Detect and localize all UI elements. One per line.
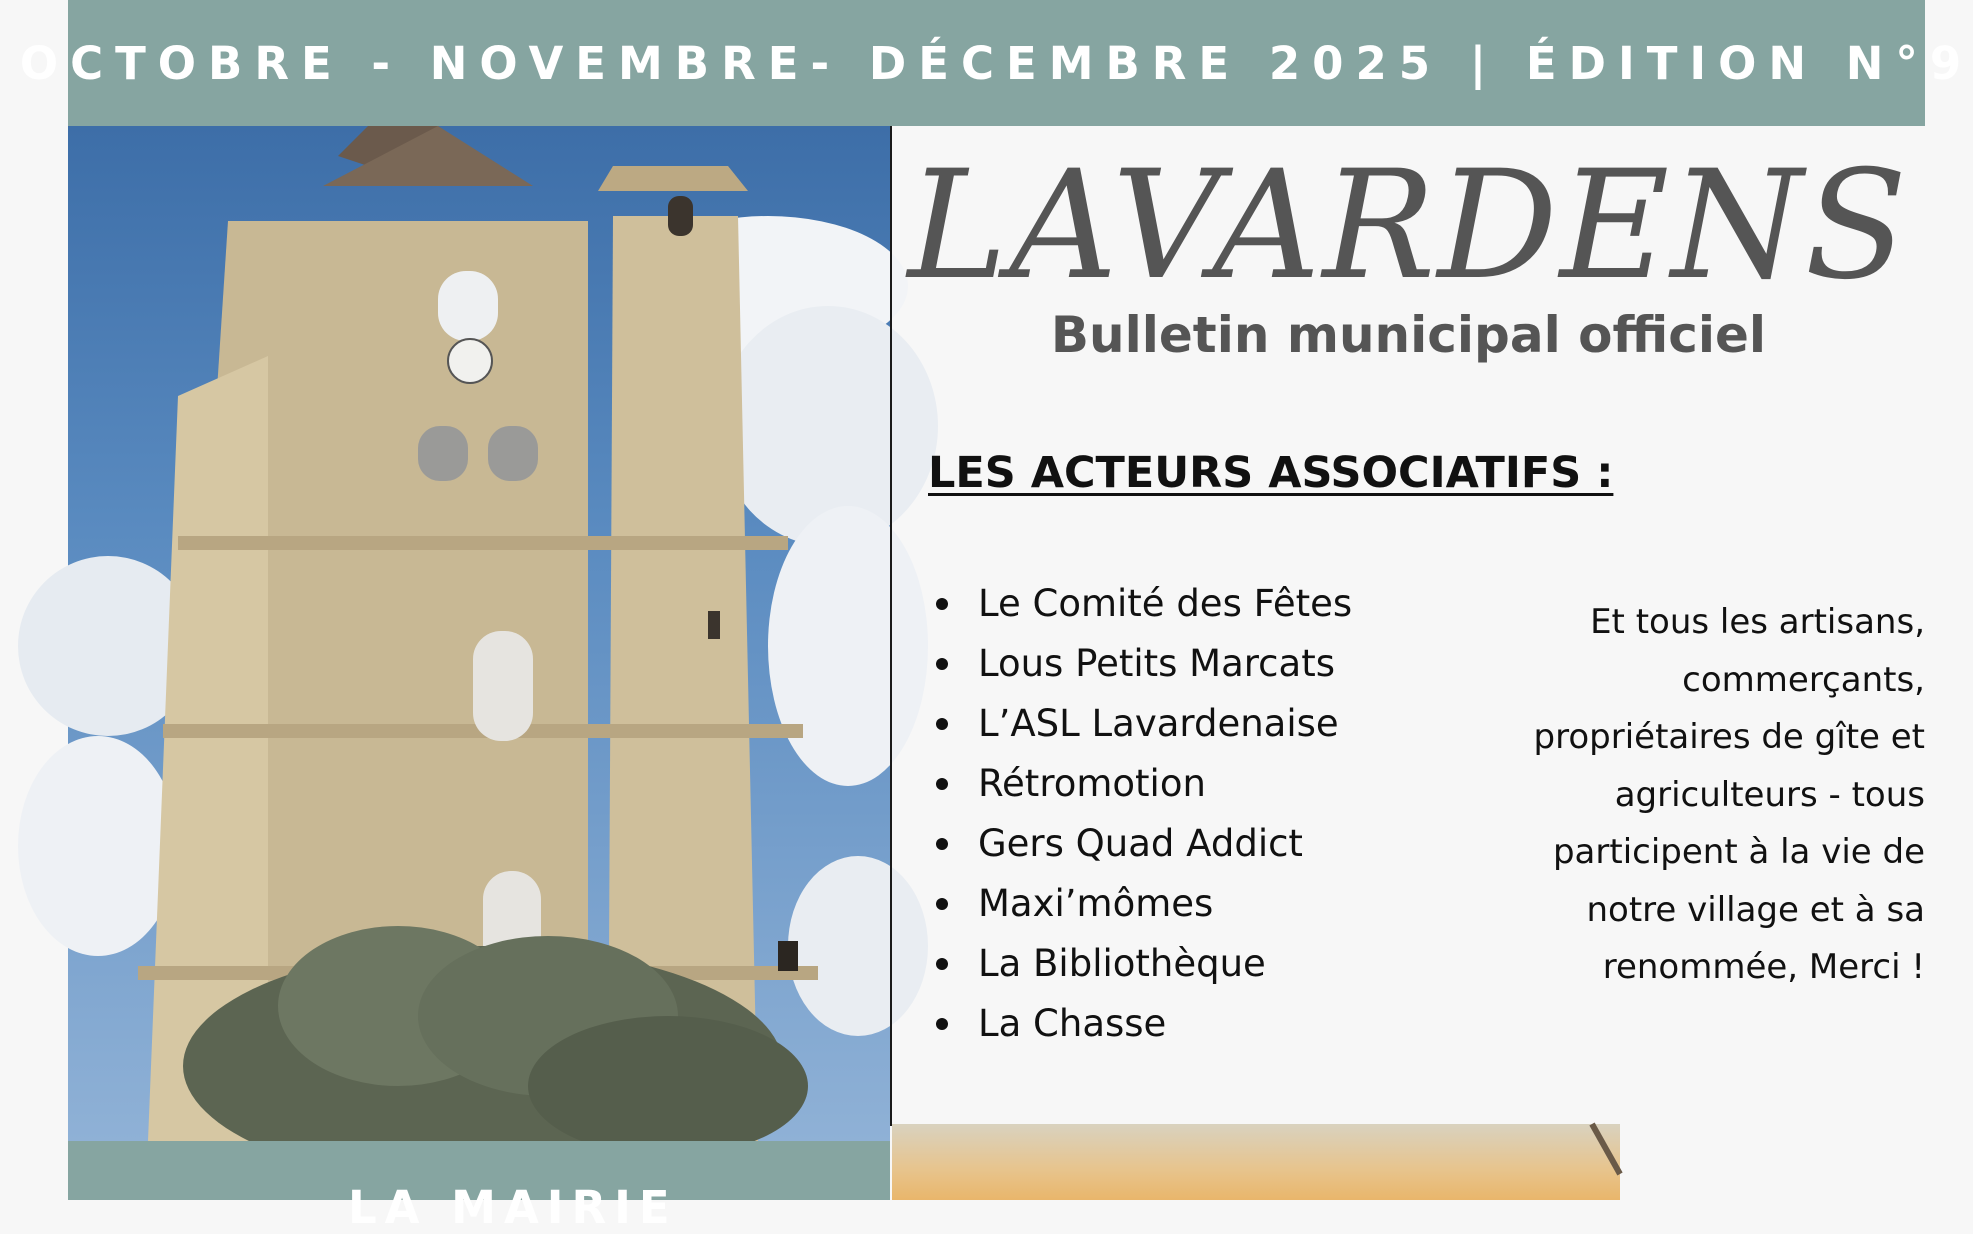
list-item: [928, 754, 1352, 814]
bottom-photo: [892, 1124, 1620, 1200]
edition-date-line: OCTOBRE - NOVEMBRE- DÉCEMBRE 2025 | ÉDITION N°9: [19, 36, 1973, 90]
thanks-line: agriculteurs - tous: [1614, 774, 1925, 815]
bullet-icon: [936, 598, 948, 610]
footer-heading: LA MAIRIE: [348, 1181, 678, 1234]
list-item-label: Le Comité des Fêtes: [978, 582, 1353, 625]
church-tower-photo: [68, 126, 890, 1141]
bullet-icon: [936, 718, 948, 730]
page-subtitle: Bulletin municipal officiel: [1050, 306, 1767, 364]
list-item: [928, 994, 1352, 1054]
bullet-icon: [936, 658, 948, 670]
list-item: [928, 634, 1352, 694]
bullet-icon: [936, 1018, 948, 1030]
thanks-line: participent à la vie de: [1552, 832, 1925, 872]
list-item-label: La Chasse: [978, 1002, 1167, 1045]
list-item: [928, 694, 1352, 754]
page-title: LAVARDENS: [907, 139, 1910, 313]
thanks-line: Et tous les artisans,: [1590, 602, 1925, 642]
list-item-label: La Bibliothèque: [978, 942, 1266, 985]
bullet-icon: [936, 778, 948, 790]
list-item-label: Gers Quad Addict: [978, 822, 1303, 865]
list-item-label: Lous Petits Marcats: [978, 642, 1335, 685]
thanks-line: propriétaires de gîte et: [1533, 717, 1925, 757]
bullet-icon: [936, 838, 948, 850]
thanks-paragraph: [1455, 594, 1925, 997]
section-heading: LES ACTEURS ASSOCIATIFS :: [928, 448, 1614, 498]
header-band: [19, 0, 1973, 126]
list-item-label: Rétromotion: [978, 762, 1206, 805]
thanks-line: notre village et à sa: [1586, 889, 1925, 930]
list-item: [928, 874, 1352, 934]
list-item-label: Maxi’mômes: [978, 882, 1214, 925]
list-item-label: L’ASL Lavardenaise: [978, 702, 1339, 745]
bullet-icon: [936, 958, 948, 970]
footer-band: [68, 1141, 890, 1234]
list-item: [928, 814, 1352, 874]
list-item: [928, 934, 1352, 994]
list-item: [928, 574, 1352, 634]
thanks-line: renommée, Merci !: [1602, 947, 1925, 987]
masthead: [892, 126, 1925, 386]
thanks-line: commerçants,: [1682, 659, 1925, 700]
association-list: [928, 574, 1352, 1054]
bullet-icon: [936, 898, 948, 910]
